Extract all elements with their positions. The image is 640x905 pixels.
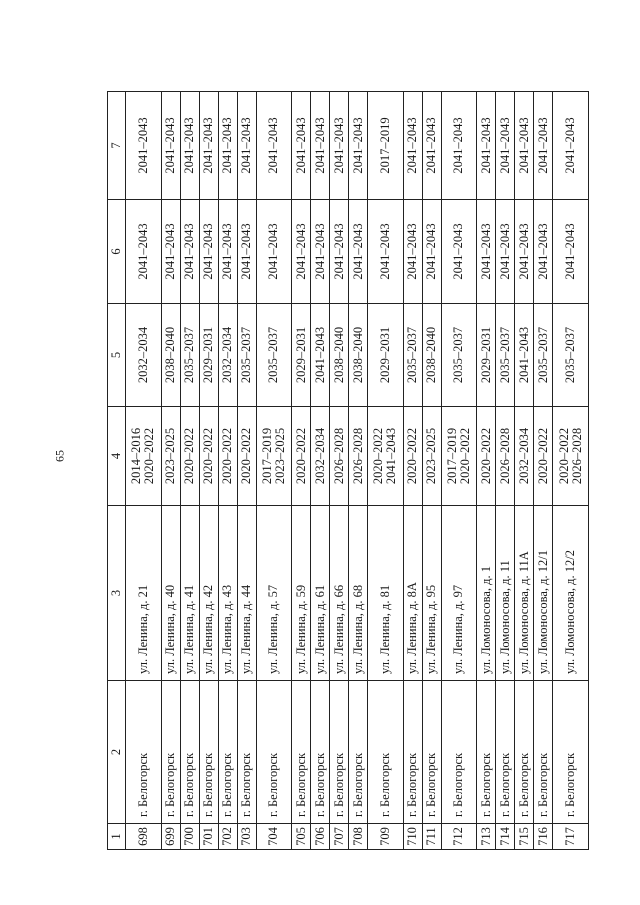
period-5-cell: 2035–2037 xyxy=(180,304,199,407)
row-number: 698 xyxy=(126,824,162,850)
table-row xyxy=(441,92,477,850)
city-cell: г. Белогорск xyxy=(126,681,162,824)
period-4-cell xyxy=(330,407,349,506)
city-cell: г. Белогорск xyxy=(161,681,180,824)
city-cell: г. Белогорск xyxy=(422,681,441,824)
period-5-cell: 2038–2040 xyxy=(349,304,368,407)
row-number: 710 xyxy=(403,824,422,850)
period-6-cell: 2041–2043 xyxy=(477,200,496,304)
period-6-cell: 2041–2043 xyxy=(161,200,180,304)
period-7-cell: 2041–2043 xyxy=(496,92,515,200)
housing-repair-table xyxy=(107,91,589,850)
period-4-line: 2020–2022 xyxy=(556,427,571,485)
period-4-cell xyxy=(256,407,292,506)
city-cell: г. Белогорск xyxy=(292,681,311,824)
row-number: 713 xyxy=(477,824,496,850)
city-cell: г. Белогорск xyxy=(311,681,330,824)
period-4-cell xyxy=(161,407,180,506)
period-7-cell: 2041–2043 xyxy=(256,92,292,200)
row-number: 715 xyxy=(515,824,534,850)
table-row xyxy=(292,92,311,850)
address-cell: ул. Ленина, д. 81 xyxy=(368,506,404,681)
city-cell: г. Белогорск xyxy=(368,681,404,824)
table-body xyxy=(126,92,589,850)
period-4-line: 2023–2025 xyxy=(272,427,287,485)
period-7-cell: 2041–2043 xyxy=(180,92,199,200)
address-cell: ул. Ленина, д. 97 xyxy=(441,506,477,681)
address-cell: ул. Ломоносова, д. 11 xyxy=(496,506,515,681)
period-4-cell xyxy=(553,407,589,506)
period-5-cell: 2035–2037 xyxy=(403,304,422,407)
row-number: 709 xyxy=(368,824,404,850)
period-4-line: 2017–2019 xyxy=(444,427,459,485)
col-header-2: 2 xyxy=(108,681,126,824)
address-cell: ул. Ленина, д. 57 xyxy=(256,506,292,681)
address-cell: ул. Ленина, д. 21 xyxy=(126,506,162,681)
period-4-cell xyxy=(349,407,368,506)
col-header-4: 4 xyxy=(108,407,126,506)
period-6-cell: 2041–2043 xyxy=(126,200,162,304)
period-4-cell xyxy=(368,407,404,506)
col-header-3: 3 xyxy=(108,506,126,681)
period-6-cell: 2041–2043 xyxy=(330,200,349,304)
period-7-cell: 2041–2043 xyxy=(534,92,553,200)
period-5-cell: 2029–2031 xyxy=(477,304,496,407)
city-cell: г. Белогорск xyxy=(349,681,368,824)
period-5-cell: 2029–2031 xyxy=(199,304,218,407)
period-4-cell xyxy=(534,407,553,506)
col-header-6: 6 xyxy=(108,200,126,304)
page-number: 65 xyxy=(52,450,67,462)
period-6-cell: 2041–2043 xyxy=(180,200,199,304)
table-row xyxy=(368,92,404,850)
address-cell: ул. Ленина, д. 95 xyxy=(422,506,441,681)
period-4-line: 2020–2022 xyxy=(535,427,550,485)
period-4-cell xyxy=(403,407,422,506)
row-number: 711 xyxy=(422,824,441,850)
address-cell: ул. Ломоносова, д. 12/2 xyxy=(553,506,589,681)
city-cell: г. Белогорск xyxy=(330,681,349,824)
row-number: 701 xyxy=(199,824,218,850)
city-cell: г. Белогорск xyxy=(237,681,256,824)
period-6-cell: 2041–2043 xyxy=(496,200,515,304)
table-row xyxy=(477,92,496,850)
period-4-line: 2026–2028 xyxy=(331,427,346,485)
address-cell: ул. Ломоносова, д. 1 xyxy=(477,506,496,681)
period-7-cell: 2041–2043 xyxy=(126,92,162,200)
row-number: 717 xyxy=(553,824,589,850)
table-row xyxy=(553,92,589,850)
period-6-cell: 2041–2043 xyxy=(515,200,534,304)
table-row xyxy=(126,92,162,850)
address-cell: ул. Ленина, д. 68 xyxy=(349,506,368,681)
address-cell: ул. Ленина, д. 66 xyxy=(330,506,349,681)
period-4-cell xyxy=(477,407,496,506)
address-cell: ул. Ленина, д. 40 xyxy=(161,506,180,681)
period-4-line: 2017–2019 xyxy=(259,427,274,485)
period-5-cell: 2038–2040 xyxy=(161,304,180,407)
period-6-cell: 2041–2043 xyxy=(368,200,404,304)
period-6-cell: 2041–2043 xyxy=(349,200,368,304)
row-number: 707 xyxy=(330,824,349,850)
city-cell: г. Белогорск xyxy=(199,681,218,824)
period-6-cell: 2041–2043 xyxy=(237,200,256,304)
row-number: 708 xyxy=(349,824,368,850)
period-7-cell: 2041–2043 xyxy=(349,92,368,200)
period-5-cell: 2035–2037 xyxy=(441,304,477,407)
period-6-cell: 2041–2043 xyxy=(441,200,477,304)
period-4-cell xyxy=(199,407,218,506)
table-row xyxy=(330,92,349,850)
city-cell: г. Белогорск xyxy=(496,681,515,824)
period-4-line: 2020–2022 xyxy=(142,427,157,485)
period-6-cell: 2041–2043 xyxy=(199,200,218,304)
period-7-cell: 2041–2043 xyxy=(477,92,496,200)
period-7-cell: 2041–2043 xyxy=(292,92,311,200)
city-cell: г. Белогорск xyxy=(441,681,477,824)
period-4-line: 2026–2028 xyxy=(497,427,512,485)
period-5-cell: 2038–2040 xyxy=(422,304,441,407)
period-7-cell: 2041–2043 xyxy=(199,92,218,200)
row-number: 706 xyxy=(311,824,330,850)
period-7-cell: 2041–2043 xyxy=(515,92,534,200)
period-5-cell: 2029–2031 xyxy=(368,304,404,407)
period-4-line: 2032–2034 xyxy=(312,427,327,485)
period-6-cell: 2041–2043 xyxy=(292,200,311,304)
row-number: 703 xyxy=(237,824,256,850)
period-4-cell xyxy=(496,407,515,506)
period-4-cell xyxy=(218,407,237,506)
row-number: 704 xyxy=(256,824,292,850)
address-cell: ул. Ленина, д. 41 xyxy=(180,506,199,681)
period-4-cell xyxy=(311,407,330,506)
city-cell: г. Белогорск xyxy=(403,681,422,824)
address-cell: ул. Ленина, д. 43 xyxy=(218,506,237,681)
period-7-cell: 2041–2043 xyxy=(422,92,441,200)
city-cell: г. Белогорск xyxy=(218,681,237,824)
city-cell: г. Белогорск xyxy=(553,681,589,824)
col-header-7: 7 xyxy=(108,92,126,200)
period-5-cell: 2041–2043 xyxy=(515,304,534,407)
address-cell: ул. Ленина, д. 8А xyxy=(403,506,422,681)
period-6-cell: 2041–2043 xyxy=(422,200,441,304)
period-4-line: 2020–2022 xyxy=(293,427,308,485)
table-row xyxy=(218,92,237,850)
period-4-line: 2020–2022 xyxy=(220,427,235,485)
period-4-line: 2014–2016 xyxy=(129,427,144,485)
period-7-cell: 2041–2043 xyxy=(161,92,180,200)
period-4-line: 2020–2022 xyxy=(405,427,420,485)
period-4-cell xyxy=(292,407,311,506)
row-number: 702 xyxy=(218,824,237,850)
table-row xyxy=(349,92,368,850)
period-6-cell: 2041–2043 xyxy=(256,200,292,304)
period-4-line: 2026–2028 xyxy=(350,427,365,485)
document-table-frame xyxy=(107,92,589,850)
city-cell: г. Белогорск xyxy=(477,681,496,824)
col-header-5: 5 xyxy=(108,304,126,407)
period-4-line: 2041–2043 xyxy=(384,427,399,485)
table-row xyxy=(496,92,515,850)
period-5-cell: 2041–2043 xyxy=(311,304,330,407)
period-5-cell: 2035–2037 xyxy=(256,304,292,407)
period-4-cell xyxy=(180,407,199,506)
period-4-cell xyxy=(237,407,256,506)
table-row xyxy=(180,92,199,850)
period-6-cell: 2041–2043 xyxy=(534,200,553,304)
city-cell: г. Белогорск xyxy=(180,681,199,824)
row-number: 699 xyxy=(161,824,180,850)
period-7-cell: 2041–2043 xyxy=(441,92,477,200)
address-cell: ул. Ленина, д. 44 xyxy=(237,506,256,681)
period-4-line: 2023–2025 xyxy=(163,427,178,485)
table-row xyxy=(311,92,330,850)
period-5-cell: 2035–2037 xyxy=(534,304,553,407)
address-cell: ул. Ленина, д. 59 xyxy=(292,506,311,681)
row-number: 712 xyxy=(441,824,477,850)
period-7-cell: 2041–2043 xyxy=(218,92,237,200)
period-5-cell: 2038–2040 xyxy=(330,304,349,407)
row-number: 705 xyxy=(292,824,311,850)
period-6-cell: 2041–2043 xyxy=(311,200,330,304)
period-7-cell: 2041–2043 xyxy=(330,92,349,200)
period-5-cell: 2032–2034 xyxy=(218,304,237,407)
period-4-line: 2020–2022 xyxy=(478,427,493,485)
table-row xyxy=(237,92,256,850)
period-4-cell xyxy=(126,407,162,506)
address-cell: ул. Ленина, д. 42 xyxy=(199,506,218,681)
period-7-cell: 2041–2043 xyxy=(553,92,589,200)
row-number: 700 xyxy=(180,824,199,850)
period-7-cell: 2041–2043 xyxy=(237,92,256,200)
period-4-line: 2026–2028 xyxy=(569,427,584,485)
period-5-cell: 2035–2037 xyxy=(553,304,589,407)
period-5-cell: 2035–2037 xyxy=(237,304,256,407)
table-row xyxy=(256,92,292,850)
address-cell: ул. Ломоносова, д. 12/1 xyxy=(534,506,553,681)
period-7-cell: 2041–2043 xyxy=(403,92,422,200)
row-number: 714 xyxy=(496,824,515,850)
table-row xyxy=(403,92,422,850)
period-4-line: 2020–2022 xyxy=(239,427,254,485)
period-4-cell xyxy=(441,407,477,506)
period-4-line: 2020–2022 xyxy=(182,427,197,485)
period-4-line: 2020–2022 xyxy=(371,427,386,485)
period-4-line: 2020–2022 xyxy=(457,427,472,485)
table-row xyxy=(161,92,180,850)
period-5-cell: 2035–2037 xyxy=(496,304,515,407)
address-cell: ул. Ломоносова, д. 11А xyxy=(515,506,534,681)
table-row xyxy=(422,92,441,850)
city-cell: г. Белогорск xyxy=(515,681,534,824)
period-4-cell xyxy=(515,407,534,506)
table-row xyxy=(515,92,534,850)
city-cell: г. Белогорск xyxy=(534,681,553,824)
table-row xyxy=(534,92,553,850)
rotated-page-content xyxy=(107,92,589,850)
header-row xyxy=(108,92,126,850)
period-4-line: 2032–2034 xyxy=(516,427,531,485)
period-4-line: 2023–2025 xyxy=(424,427,439,485)
period-7-cell: 2017–2019 xyxy=(368,92,404,200)
period-7-cell: 2041–2043 xyxy=(311,92,330,200)
table-row xyxy=(199,92,218,850)
period-6-cell: 2041–2043 xyxy=(218,200,237,304)
row-number: 716 xyxy=(534,824,553,850)
period-4-line: 2020–2022 xyxy=(201,427,216,485)
address-cell: ул. Ленина, д. 61 xyxy=(311,506,330,681)
col-header-1: 1 xyxy=(108,824,126,850)
period-6-cell: 2041–2043 xyxy=(553,200,589,304)
period-6-cell: 2041–2043 xyxy=(403,200,422,304)
period-5-cell: 2029–2031 xyxy=(292,304,311,407)
period-5-cell: 2032–2034 xyxy=(126,304,162,407)
city-cell: г. Белогорск xyxy=(256,681,292,824)
period-4-cell xyxy=(422,407,441,506)
